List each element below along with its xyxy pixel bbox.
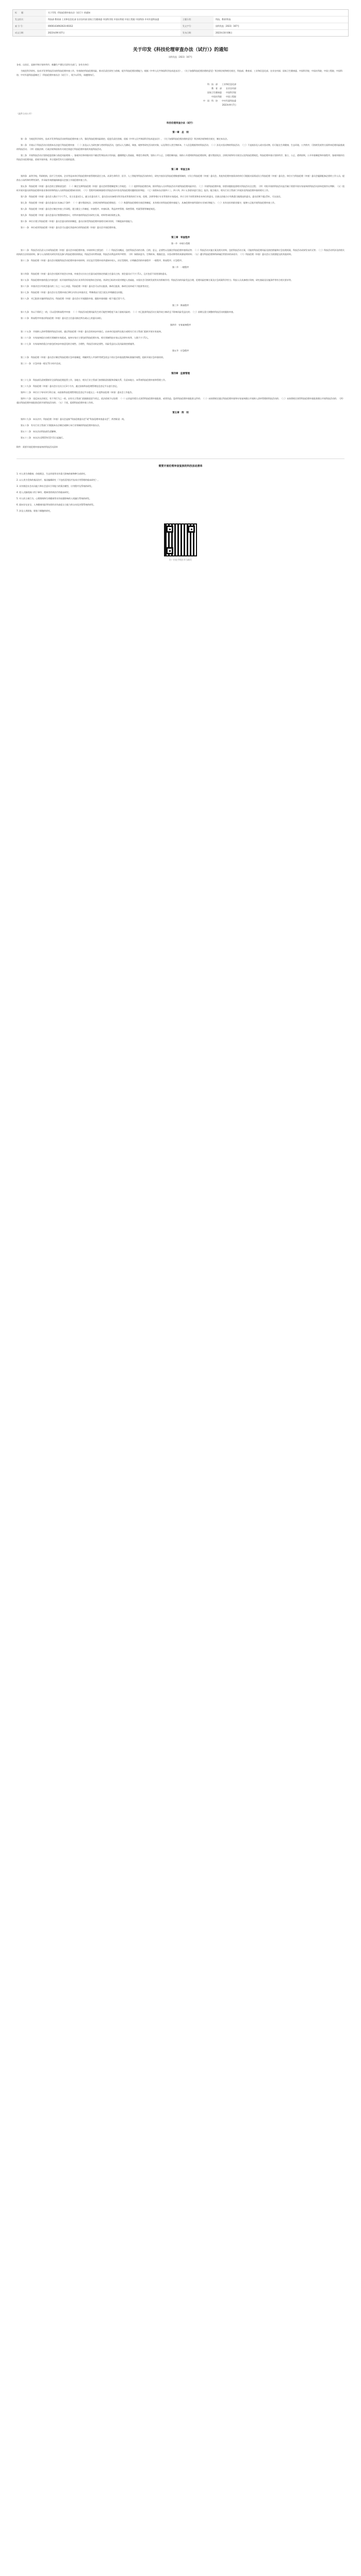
signing-date: 2023年9月7日: [222, 104, 236, 106]
signer-line: 教 育 部 农业农村部: [211, 87, 236, 90]
list-item: 4. 侵入式脑机接口用于神经、精神类疾病治疗的临床研究。: [17, 491, 71, 494]
article: 第四十六条 违反本办法规定，有下列行为之一的，由有关主管部门依据职责责令改正，依法依规予以处理：（一）以弄虚作假方式获得科技伦理审查批准，或者伪造、篡改科技伦理审查批准文件的；（二）未按照规定通过科技伦理审查和专家复核擅自开展纳入清单管理的科技活动的；（三）未按照规定获得科技伦理审查批准擅自开展科技活动的；（四）超出科技伦理审查批准范围开展科技活动的；（五）干扰、阻碍科技伦理审查工作的。: [17, 397, 344, 404]
meta-key: 发文机关：: [13, 16, 46, 23]
article: 第三十九条 科技伦理（审查）委员会应在设立后3个月内，通过国家科技伦理管理信息登记平台进行登记。: [21, 385, 119, 387]
attachment-title: 需要开展伦理审查复核的科技活动清单: [158, 465, 203, 468]
article: 第二十六条 专家复核组应由相关领域的专家组成，复核专家应主要包括科技伦理专家、相关领域科技专家以及法律专家等，人数不少于5人。: [21, 336, 150, 339]
chapter-heading: 第二章 审查主体: [171, 168, 190, 171]
list-item: 6. 面向存在安全、人身健康风险等场景的具有高度自主能力的自动化决策系统的研发。: [17, 503, 96, 506]
article: 第十一条 单位或其科技伦理（审查）委员会可以委托其他单位的科技伦理（审查）委员会开展伦理审查。: [21, 226, 118, 229]
section-heading: 第三节 简易程序: [172, 304, 189, 307]
article: 第八条 科技伦理（审查）委员会应制定审查工作章程，建立健全工作制度、审查程序、审查标准、利益冲突管理、保密管理、档案管理等制度规范。: [21, 208, 157, 210]
recipients: 各省、自治区、直辖市和计划单列市、新疆生产建设兵团有关部门，各有关单位：: [17, 63, 91, 66]
section-heading: 第一节 申请与受理: [171, 242, 190, 245]
article: 第十八条 对已批准实施的科技活动，科技伦理（审查）委员会应开展跟踪审查，跟踪审查间隔一般不超过12个月。: [21, 297, 127, 300]
article: 第十七条 科技伦理（审查）委员会应在受理申请后30日内作出审查决定，特殊情况可适当延长并明确延长时限。: [21, 291, 125, 294]
article: 第十九条 有以下情形之一的，可以适用简易程序审查：（一）科技活动伦理风险发生的可能性和程度不高于最低风险的；（二）对已批准科技活动方案作较小修改且不影响风险受益比的；（三）前期无重大调整的科技活动的跟踪审查。: [21, 311, 235, 313]
meta-key: 索 引 号：: [13, 23, 46, 29]
article: 第十五条 科技伦理审查的重点内容包括：拟开展的科技活动应具有科学价值和社会价值，其研究目标的实现对增进人类福祉、实现社会可持续发展等具有积极作用；科技活动的风险受益合理，伦理风险控制方案及应急预案科学恰当；科技人员具备相应资格，研究基础及设施条件等符合相关要求等。: [21, 279, 293, 281]
meta-row: [13, 16, 348, 23]
document-title: 关于印发《科技伦理审查办法（试行）》的通知: [133, 47, 228, 53]
signer-line: 科 技 部 工业和信息化部: [207, 83, 236, 86]
article: 第三条 开展科技活动应坚持促进创新与防范风险相统一，客观评估和审慎对待不确定性和技术应用风险，遵循增进人类福祉、尊重生命权利、坚持公平公正、合理控制风险、保持公开透明的科技伦理原则，遵守我国宪法、法律法规和有关规定以及科技伦理规范。科技伦理审查应坚持科学、独立、公正、透明原则，公开审查制度和审查程序，客观审慎评估科技活动伦理风险，依规开展审查，并自觉接受有关方面的监督。: [17, 154, 344, 161]
article: 第四十九条 本办法中，科技伦理（审查）委员会是指“科技伦理委员会”或“科技伦理审查委员会”，两者职责一致。: [21, 418, 126, 420]
qr-caption: 扫一扫在手机打开当前页: [169, 558, 192, 561]
article: 第十四条 科技伦理（审查）委员会应组织开展会议审查。审查会议应由主任委员或其指定的副主任委员主持，到会委员应不少于5人，且应包括不同类别的委员。: [21, 273, 169, 275]
list-item: 5. 对人的主观行为、心理情绪和生命健康等具有较强影响的人机融合系统的研发。: [17, 497, 92, 500]
article: 第十三条 科技伦理（审查）委员会应根据科技活动伦理审查申请材料，决定是否受理申请并通知申请人。决定受理的，应明确适用的审查程序：一般程序、简易程序、应急程序。: [21, 259, 184, 262]
article: 第二条 开展以下科技活动应依照本办法进行科技伦理审查：（一）涉及以人为研究参与者的科技活动，包括以人为测试、调查、观察等研究活动的对象，以及利用人类生物样本、个人信息数据等的科技活动；（二）涉及实验动物的科技活动；（三）不直接涉及人或实验动物，但可能在生命健康、生态环境、公共秩序、可持续发展等方面带来伦理风险挑战的科技活动；（四）依据法律、行政法规和国家有关规定需进行科技伦理审查的其他科技活动。: [17, 144, 344, 150]
chapter-heading: 第三章 审查程序: [171, 236, 190, 239]
section-heading: 第二节 一般程序: [172, 266, 189, 268]
signer-line: 国家卫生健康委 中国科学院: [207, 91, 236, 94]
meta-row: [13, 23, 348, 30]
document-number: 国科发监〔2023〕167号: [169, 56, 192, 58]
chapter-heading: 第五章 附 则: [172, 412, 189, 414]
meta-value: 000014349/2023-00312: [48, 25, 73, 27]
meta-key: 发布日期：: [180, 30, 214, 36]
article: 第十二条 科技活动负责人应向科技伦理（审查）委员会申请伦理审查。申请材料主要包括：（一）科技活动概况，包括科技活动的名称、目的、意义、必要性以及既往科技伦理审查情况等；（二）科技活动实施方案及相关材料，包括科技活动方案，可能的科技伦理风险及防控措施和应急处理预案，科技活动成果发布形式等；（三）科技活动所涉及的相关机构的合法资质材料，参与人员的相关研究经验及参与科技伦理培训情况，科技活动经费来源，科技活动利益冲突声明等；（四）知情同意书、生物样本、数据信息、实验动物等的来源说明材料；（五）遵守科技伦理和科研诚信等要求的承诺书；（六）科技伦理（审查）委员会认为需要提交的其他材料。: [17, 249, 344, 256]
qr-finder-pattern: [188, 526, 195, 533]
meta-key: 主题分类：: [180, 16, 214, 23]
article: 第三十七条 科技部负责统筹指导全国科技伦理监管工作，各地方、相关行业主管部门按照职责权限和隶属关系，负责本地方、本系统科技伦理审查和管理工作。: [21, 379, 167, 381]
chapter-heading: 第一章 总 则: [172, 131, 189, 134]
intro-paragraph: 为规范科学研究、技术开发等科技活动的科技伦理审查工作，有效防控科技伦理风险，推动负责任研究与创新，提升科技伦理治理能力，根据《中华人民共和国科学技术进步法》、《关于加强科技伦理治理的意见》等法律法规和相关规定，科技部、教育部、工业和信息化部、农业农村部、国家卫生健康委、中国科学院、中国社科院、中国工程院、中国科协、中央军委科技委制定了《科技伦理审查办法（试行）》，现予以印发，请遵照执行。: [17, 70, 342, 76]
article: 第二十条 简易程序审查由科技伦理（审查）委员会主任委员指定两名或以上的委员承担。: [21, 317, 103, 319]
article: 第九条 科技伦理（审查）委员会委员应签署保密协议，对所审查的科技活动研究方案、材料等承担保密义务。: [21, 214, 122, 216]
list-item: 3. 具有舆论社会动员能力和社会意识引导能力的算法模型、应用程序及系统的研发。: [17, 485, 94, 487]
article: 第一条 为规范科学研究、技术开发等科技活动的科技伦理审查工作，强化科技伦理风险防控，促进负责任创新，依据《中华人民共和国科学技术进步法》、《关于加强科技伦理治理的意见》等法律法规和相关规定，制定本办法。: [21, 138, 229, 140]
article: 第三十条 科技伦理（审查）委员会应制定科技伦理应急审查制度，明确突发公共事件等紧急状态下的应急审查流程和标准操作规程，组织开展应急审查培训。: [21, 356, 165, 359]
qr-finder-pattern: [166, 526, 173, 533]
public-note: （此件主动公开）: [17, 112, 33, 115]
signers-block: [17, 82, 344, 107]
article: 第四条 高等学校、科研机构、医疗卫生机构、企业等是本单位科技伦理审查管理的责任主体。从事生命科学、医学、人工智能等科技活动的单位，研究内容涉及科技伦理敏感领域的，应设立科技伦理（审查）委员会。其他有伦理审查需求的单位可根据实际情况设立科技伦理（审查）委员会。单位应为科技伦理（审查）委员会履职配备必要的工作人员、提供办公场所和经费等条件，并采取有效措施保障委员会独立开展伦理审查工作。: [17, 175, 344, 181]
signer-line: 中 国 科 协 中央军委科技委: [203, 99, 236, 102]
meta-row: [13, 30, 348, 36]
meta-value: 2023年10月08日: [216, 31, 233, 34]
article: 第二十五条 开展纳入清单管理的科技活动的，通过科技伦理（审查）委员会的初步审查后，由本单位报请所在地方或相关行业主管部门组织开展专家复核。: [21, 330, 163, 333]
meta-key: 成文日期：: [13, 30, 46, 36]
list-item: 1. 对人类生命健康、价值理念、生态环境等具有重大影响的新物种合成研究。: [17, 472, 88, 475]
article: 第三十一条 应急审查一般在72小时内完成。: [21, 362, 63, 365]
article: 第六条 科技伦理（审查）委员会人数应不少于7人，设主任委员1人，副主任委员若干。委员会由具备相关科学技术背景的同行专家，伦理、法律等相应专业背景的专家组成，并应当有不同性别和非本单位的委员，民族自治地方应有熟悉当地情况的委员。委员任期不超过5年，可以连任。: [21, 195, 283, 198]
meta-row: [13, 10, 348, 16]
signer-line: 中国社科院 中国工程院: [211, 95, 236, 98]
document-metadata-table: [12, 9, 349, 37]
list-item: 7. 涉及人类胚胎、胚胎干细胞的研究。: [17, 510, 53, 512]
section-heading: 第五节 应急程序: [172, 349, 189, 352]
article: 第二十七条 专家复核的重点内容包括初步审查意见的合规性、合理性，科技活动的必要性、风险受益比以及风险防控措施等。: [21, 343, 136, 345]
meta-key: 发文字号：: [180, 23, 214, 29]
article: 第十六条 审查决定应经到会委员的三分之二以上同意。科技伦理（审查）委员会可以作出批准、修改后批准、修改后再审或不予批准等决定。: [21, 285, 151, 287]
document-page: [0, 9, 361, 2576]
chapter-heading: 第四章 监督管理: [171, 372, 190, 375]
article: 第十条 单位应建立科技伦理（审查）委员会委员的培训制度。委员应接受科技伦理审查相关知识培训，不断提高审查能力。: [21, 220, 134, 223]
article: 第五条 科技伦理（审查）委员会的主要职责包括：（一）制定完善科技伦理（审查）委员会的管理制度和工作规范；（二）提供科技伦理咨询，指导科技人员对科技活动开展科技伦理风险评估；（三）开展科技伦理审查，按要求跟踪监督相关科技活动全过程；（四）对拟开展的科技活动是否属于需要开展专家复核的科技活动清单范围作出判断；（五）组织开展对委员的科技伦理审查业务培训和科技人员的科技伦理知识培训；（六）受理并协助调查相关科技活动中涉及科技伦理问题的投诉举报；（七）按照本办法第四十三、四十四、四十五条要求进行登记、报告，配合地方、相关行业主管部门开展涉及科技伦理审查的相关工作。: [17, 185, 344, 192]
list-item: 2. 以人类为受体的基因治疗、基因编辑研究（不包括适用医疗技术应用管理的临床研究）。: [17, 479, 100, 481]
meta-value: 关于印发《科技伦理审查办法（试行）》的通知: [48, 11, 90, 14]
attachment-link[interactable]: 附件：需要开展伦理审查复核的科技活动清单: [17, 446, 58, 448]
section-heading: 第四节 专家复核程序: [170, 324, 191, 326]
article: 第四十三条 单位应于每年3月31日前，向国家科技伦理管理信息登记平台提交上一年度科技伦理（审查）委员会工作报告。: [21, 391, 134, 394]
article: 第五十条 有关行业主管部门可根据本办法制定或修订本行业领域的科技伦理审查办法。: [21, 424, 101, 427]
rules-title: 科技伦理审查办法（试行）: [167, 122, 194, 125]
qr-finder-pattern: [166, 547, 173, 554]
meta-value: 国科发监〔2023〕167号: [216, 25, 239, 27]
meta-value: 2023年09月07日: [48, 31, 65, 34]
document-body: [0, 46, 361, 562]
meta-value: 科技部 教育部 工业和信息化部 农业农村部 国家卫生健康委 中国科学院 中国社科院 中国工程院 中国科协 中央军委科技委: [48, 18, 159, 21]
article: 第五十三条 本办法自2023年12月1日起施行。: [21, 436, 65, 439]
meta-key: 标 题：: [13, 10, 46, 16]
meta-value: 科技、教育\科技: [216, 18, 231, 21]
article: 第七条 科技伦理（审查）委员会委员应具备以下条件：（一）遵守我国宪法、法律法规和科技伦理规范；（二）熟悉科技伦理相关规范和制度，具有相应的科技伦理审查能力，具备伦理审查所需的专业知识和能力；（三）具有良好的职业操守，能够公正地开展科技伦理审查工作。: [21, 201, 276, 204]
article: 第五十二条 本办法由科技部负责解释。: [21, 430, 58, 433]
qr-code[interactable]: [164, 523, 197, 556]
